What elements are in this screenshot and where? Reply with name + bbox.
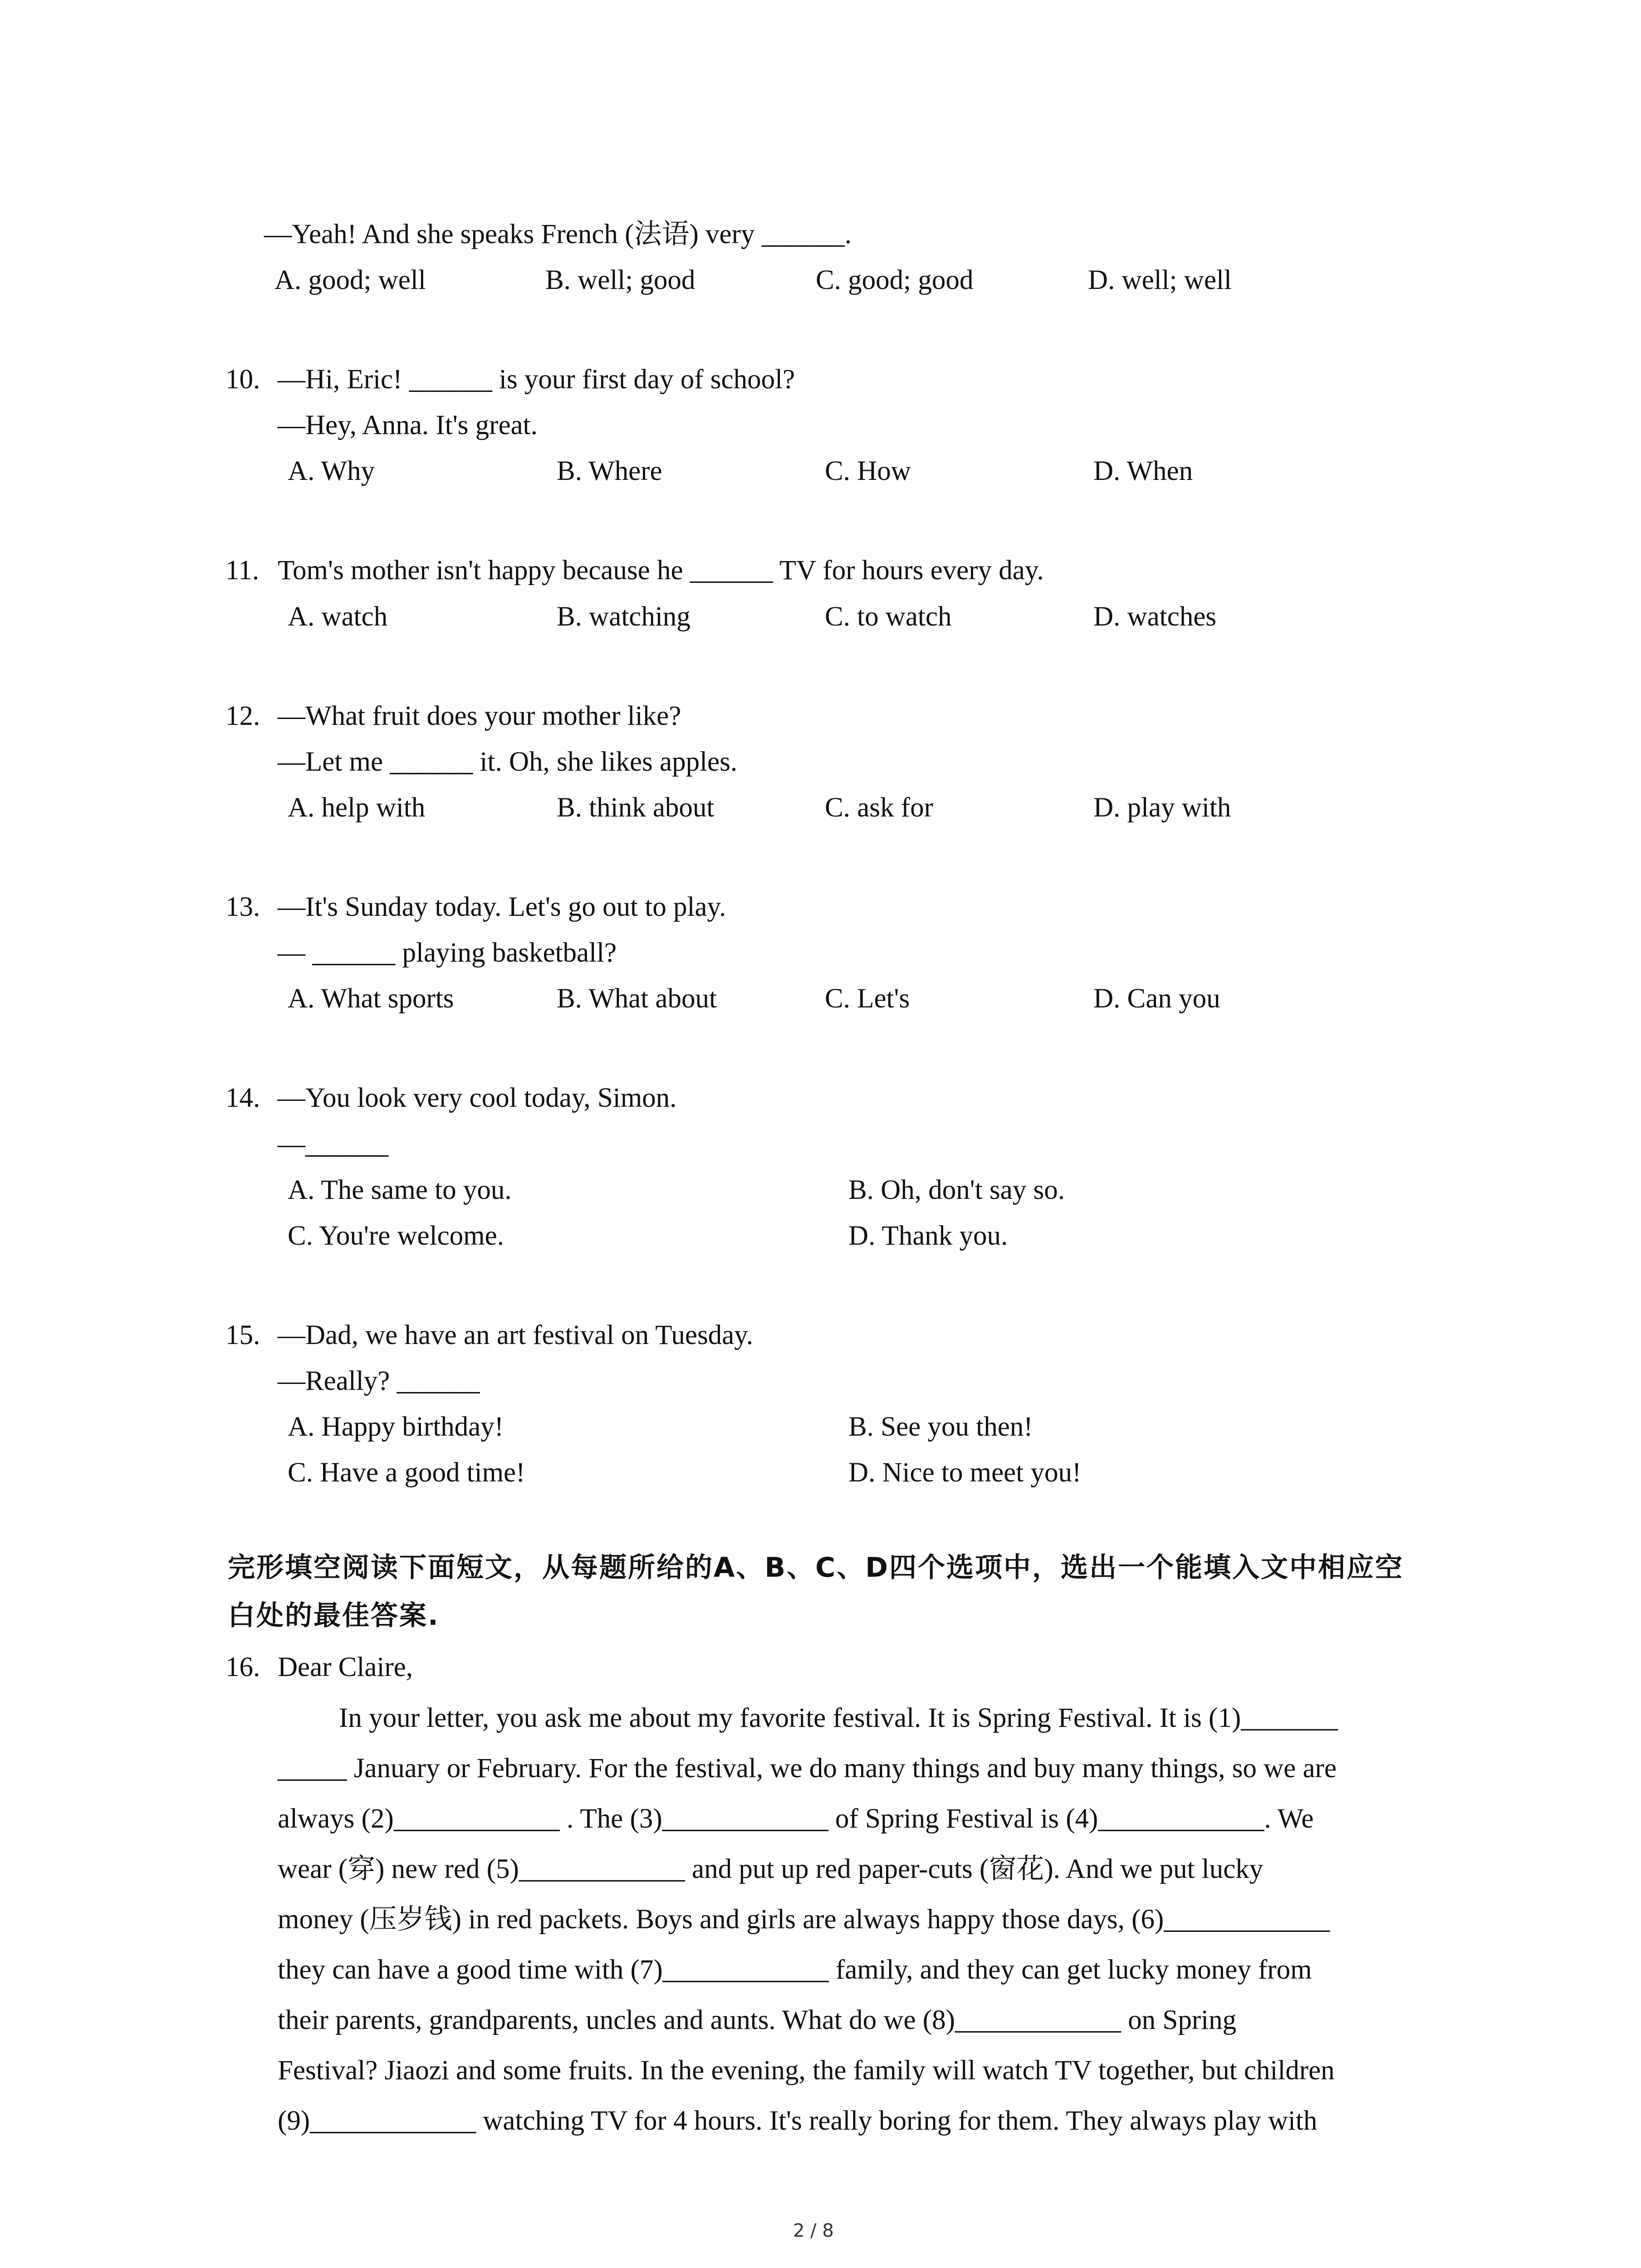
q15-option-a: A. Happy birthday!: [288, 1412, 504, 1442]
q15-option-c: C. Have a good time!: [288, 1457, 525, 1488]
q9-dialogue-line: —Yeah! And she speaks French (法语) very ______.: [264, 219, 852, 249]
q11-option-c: C. to watch: [825, 601, 952, 632]
q10-option-d: D. When: [1093, 456, 1193, 486]
q16-passage-line-6: they can have a good time with (7)____________ family, and they can get lucky money from: [278, 1955, 1312, 1985]
q13-option-c: C. Let's: [825, 983, 910, 1014]
q14-option-d: D. Thank you.: [848, 1221, 1008, 1251]
q14-option-b: B. Oh, don't say so.: [848, 1175, 1065, 1205]
q16-passage-line-5: money (压岁钱) in red packets. Boys and girls are always happy those days, (6)____________: [278, 1904, 1330, 1935]
q16-number: 16.: [225, 1652, 260, 1682]
q10-line-2: —Hey, Anna. It's great.: [278, 410, 538, 440]
q12-option-b: B. think about: [557, 792, 715, 823]
q10-option-c: C. How: [825, 456, 911, 486]
section-heading-line-1: 完形填空阅读下面短文，从每题所给的A、B、C、D四个选项中，选出一个能填入文中相应空: [228, 1552, 1404, 1584]
q15-line-2: —Really? ______: [278, 1366, 480, 1396]
q11-line-1: Tom's mother isn't happy because he ______ TV for hours every day.: [278, 555, 1044, 586]
q16-passage-line-3: always (2)____________ . The (3)____________ of Spring Festival is (4)____________. We: [278, 1804, 1314, 1834]
q16-passage-line-9: (9)____________ watching TV for 4 hours. It's really boring for them. They always play with: [278, 2106, 1318, 2136]
q16-salutation: Dear Claire,: [278, 1652, 413, 1682]
q12-line-1: —What fruit does your mother like?: [278, 701, 681, 731]
q10-option-a: A. Why: [288, 456, 375, 486]
q13-number: 13.: [225, 892, 260, 922]
q14-line-1: —You look very cool today, Simon.: [278, 1083, 677, 1113]
q16-passage-line-8: Festival? Jiaozi and some fruits. In the evening, the family will watch TV together, but children: [278, 2055, 1335, 2086]
q9-option-d: D. well; well: [1088, 265, 1232, 295]
q12-line-2: —Let me ______ it. Oh, she likes apples.: [278, 747, 738, 777]
q12-number: 12.: [225, 701, 260, 731]
q9-option-b: B. well; good: [545, 265, 696, 295]
q12-option-a: A. help with: [288, 792, 426, 823]
q13-line-2: — ______ playing basketball?: [278, 938, 617, 968]
q11-number: 11.: [225, 555, 259, 586]
q10-number: 10.: [225, 364, 260, 395]
q16-passage-line-2: _____ January or February. For the festival, we do many things and buy many things, so we are: [278, 1753, 1337, 1784]
q16-passage-line-1: In your letter, you ask me about my favorite festival. It is Spring Festival. It is (1)_______: [339, 1703, 1338, 1733]
q9-option-c: C. good; good: [816, 265, 974, 295]
q10-option-b: B. Where: [557, 456, 662, 486]
q13-line-1: —It's Sunday today. Let's go out to play.: [278, 892, 726, 922]
q16-passage-line-4: wear (穿) new red (5)____________ and put up red paper-cuts (窗花). And we put lucky: [278, 1854, 1264, 1884]
page-number: 2 / 8: [793, 2220, 834, 2241]
q14-option-a: A. The same to you.: [288, 1175, 512, 1205]
q11-option-b: B. watching: [557, 601, 691, 632]
q14-number: 14.: [225, 1083, 260, 1113]
q15-number: 15.: [225, 1320, 260, 1350]
q11-option-a: A. watch: [288, 601, 388, 632]
section-heading-line-2: 白处的最佳答案.: [228, 1600, 440, 1632]
q13-option-a: A. What sports: [288, 983, 454, 1014]
q16-passage-line-7: their parents, grandparents, uncles and aunts. What do we (8)____________ on Spring: [278, 2005, 1237, 2035]
q15-option-d: D. Nice to meet you!: [848, 1457, 1082, 1488]
q12-option-d: D. play with: [1093, 792, 1231, 823]
q10-line-1: —Hi, Eric! ______ is your first day of school?: [278, 364, 795, 395]
q14-line-2: —______: [278, 1129, 388, 1159]
q13-option-b: B. What about: [557, 983, 717, 1014]
q15-line-1: —Dad, we have an art festival on Tuesday.: [278, 1320, 754, 1350]
q9-option-a: A. good; well: [274, 265, 426, 295]
q11-option-d: D. watches: [1093, 601, 1217, 632]
q13-option-d: D. Can you: [1093, 983, 1220, 1014]
q14-option-c: C. You're welcome.: [288, 1221, 504, 1251]
q15-option-b: B. See you then!: [848, 1412, 1033, 1442]
q12-option-c: C. ask for: [825, 792, 933, 823]
